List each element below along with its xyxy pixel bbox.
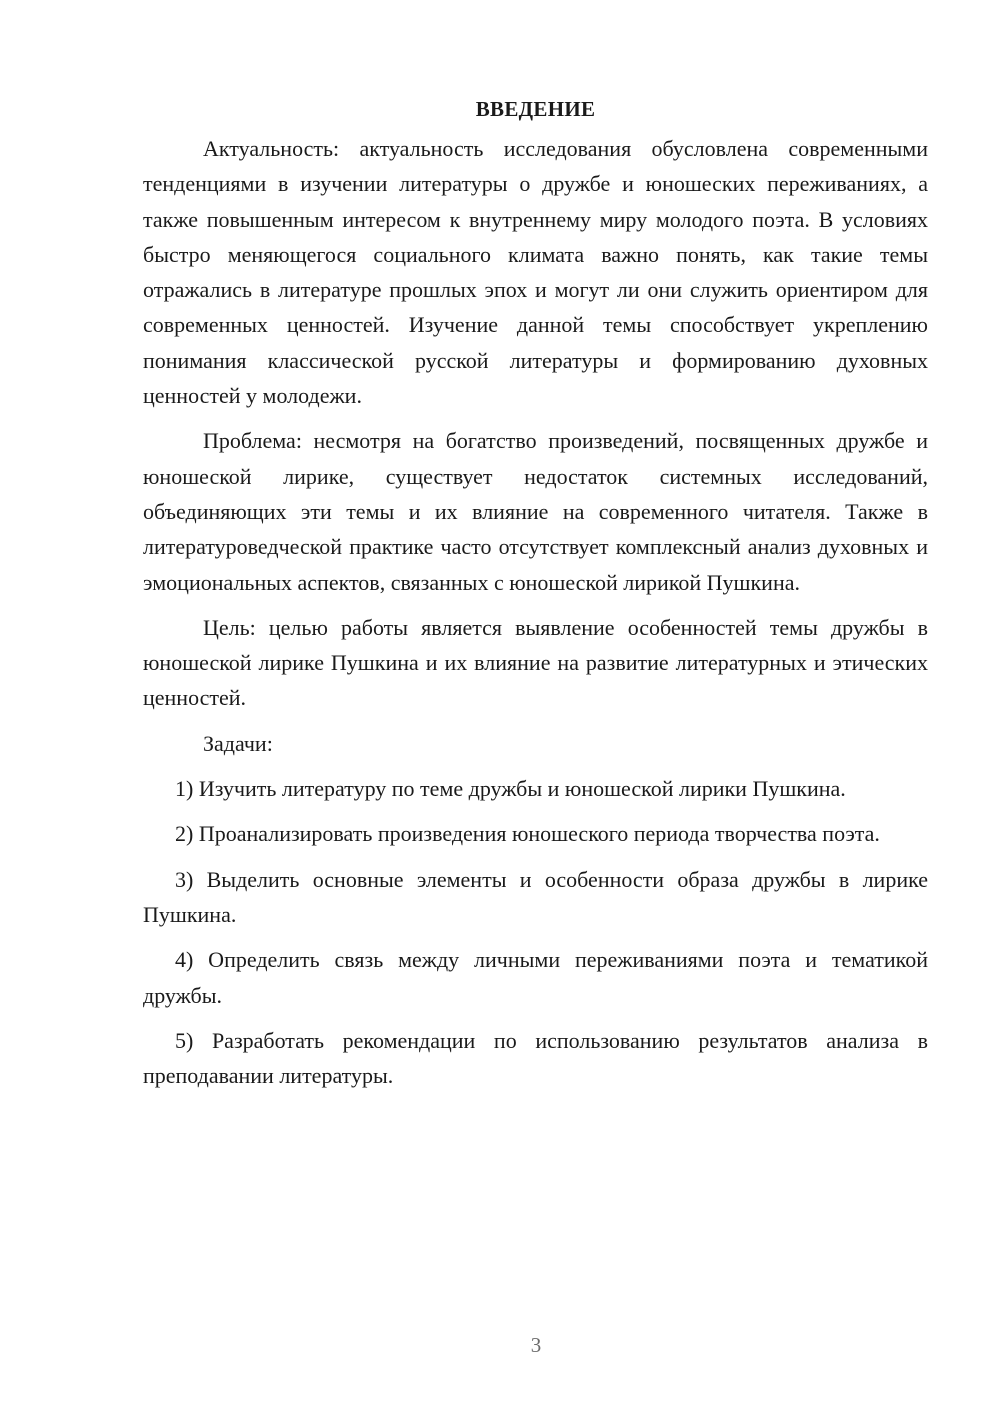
page-number: 3 — [530, 1333, 542, 1357]
tasks-heading: Задачи: — [203, 730, 273, 756]
paragraph-problem: Проблема: несмотря на богатство произведений, посвященных дружбе и юношеской лирике, существует недостаток системных исследований, объединяющих эти темы и их влияние на современного читателя. Также в литературоведческой практике часто отсутствует комплексный анализ духовных и эмоциональных аспектов, связанных с юношеской лирикой Пушкина. — [143, 428, 928, 595]
task-item-5: 5) Разработать рекомендации по использованию результатов анализа в преподавании литературы. — [143, 1027, 928, 1089]
page-content — [143, 92, 928, 1103]
paragraph-relevance: Актуальность: актуальность исследования обусловлена современными тенденциями в изучении литературы о дружбе и юношеских переживаниях, а также повышенным интересом к внутреннему миру молодого поэта. В условиях быстро меняющегося социального климата важно понять, как такие темы отражались в литературе прошлых эпох и могут ли они служить ориентиром для современных ценностей. Изучение данной темы способствует укреплению понимания классической русской литературы и формированию духовных ценностей у молодежи. — [143, 136, 928, 409]
task-item-1: 1) Изучить литературу по теме дружбы и юношеской лирики Пушкина. — [175, 776, 846, 802]
task-item-3: 3) Выделить основные элементы и особенности образа дружбы в лирике Пушкина. — [143, 866, 928, 927]
task-item-2: 2) Проанализировать произведения юношеского периода творчества поэта. — [175, 821, 880, 847]
tasks-list — [143, 771, 928, 1093]
task-item-4: 4) Определить связь между личными переживаниями поэта и тематикой дружбы. — [143, 947, 928, 1008]
paragraph-goal: Цель: целью работы является выявление особенностей темы дружбы в юношеской лирике Пушкина и их влияние на развитие литературных и этических ценностей. — [143, 614, 928, 711]
page-title: ВВЕДЕНИЕ — [475, 97, 596, 121]
